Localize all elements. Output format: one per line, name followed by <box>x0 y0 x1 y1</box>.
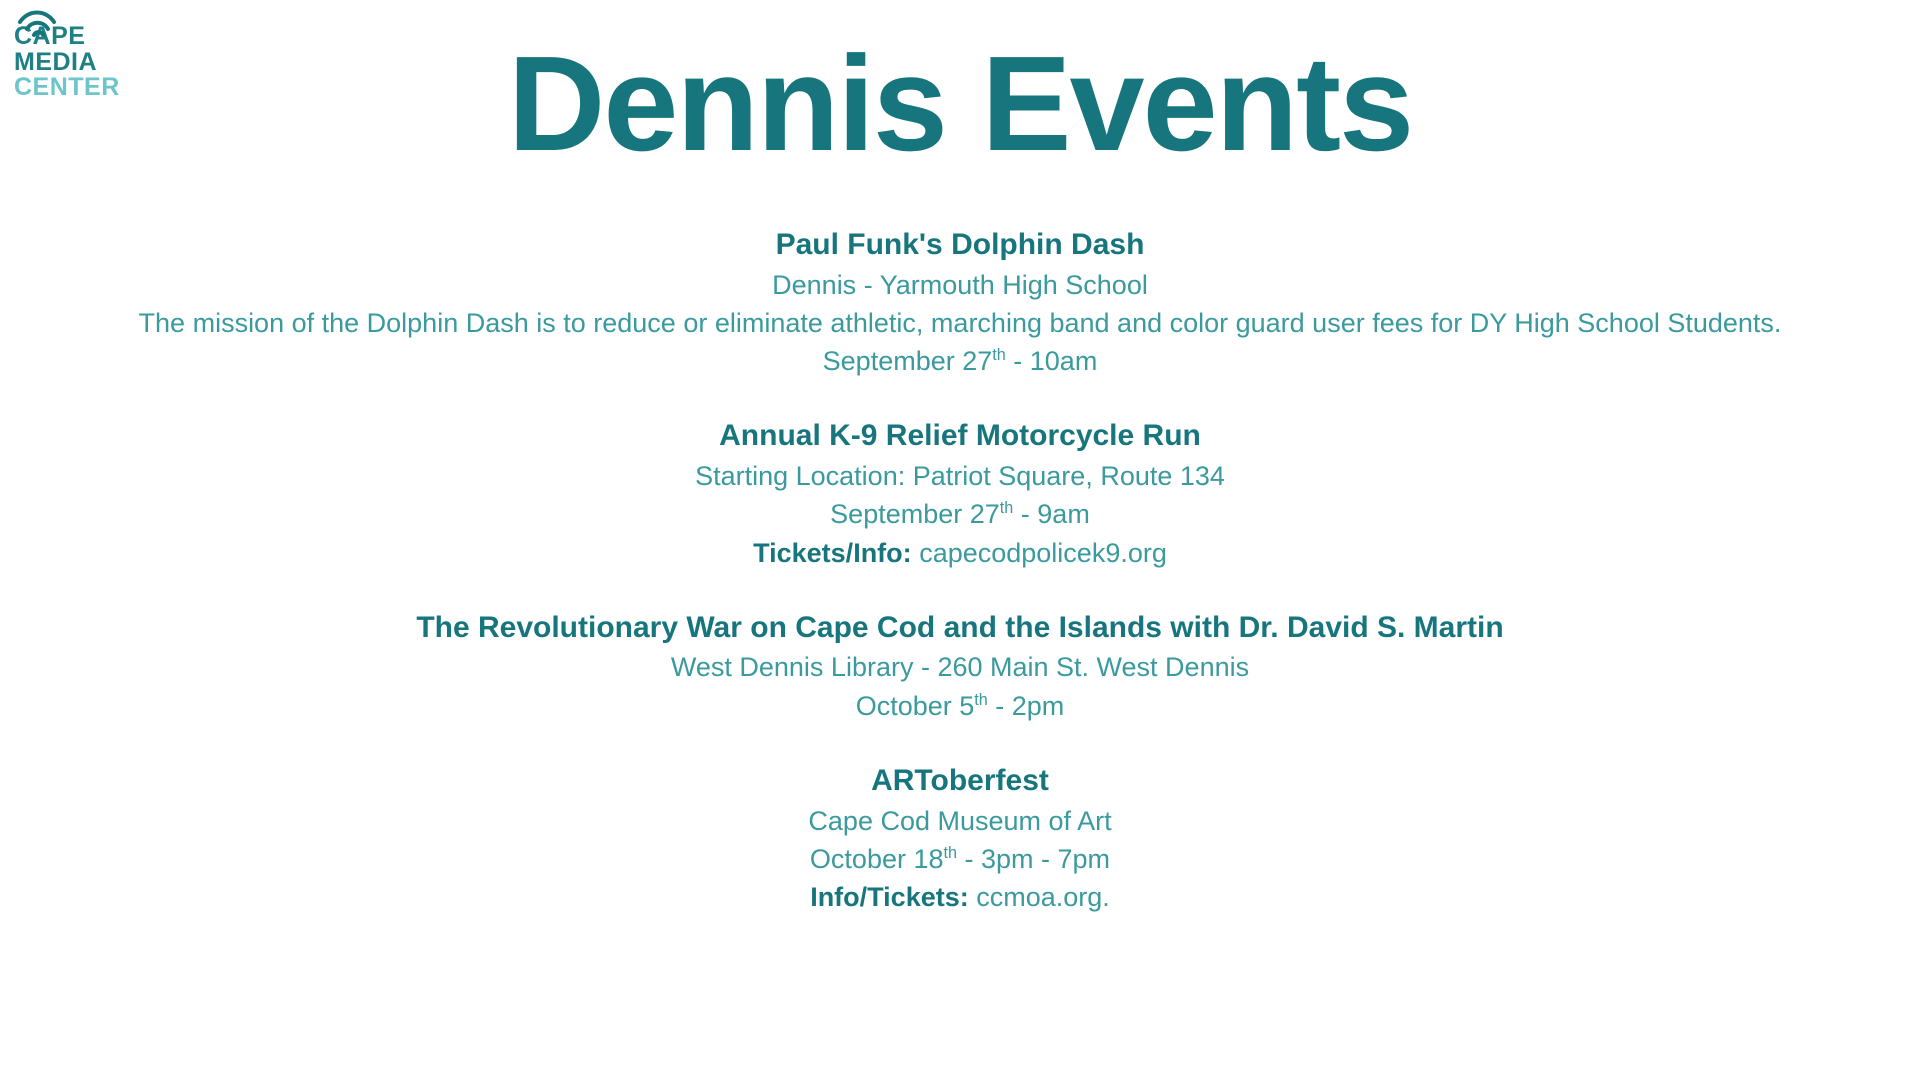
event-name: Annual K-9 Relief Motorcycle Run <box>719 419 1201 453</box>
logo-line-cape: CAPE <box>14 22 86 50</box>
event-date <box>0 687 1920 725</box>
event-date-sup: th <box>992 346 1006 365</box>
event-name: ARToberfest <box>871 764 1049 798</box>
events-list <box>0 225 1920 953</box>
event-date-prefix: September 27 <box>822 346 993 377</box>
event-info <box>0 534 1920 572</box>
event-date-prefix: October 18 <box>809 843 944 874</box>
event-date-sup: th <box>943 843 958 862</box>
logo-line-media: MEDIA <box>14 47 98 76</box>
event-location: West Dennis Library - 260 Main St. West Dennis <box>670 652 1250 683</box>
event-date-prefix: September 27 <box>830 499 1000 530</box>
list-item <box>0 608 1920 725</box>
event-info-value: ccmoa.org. <box>976 882 1110 913</box>
event-date-suffix: - 10am <box>1005 346 1098 377</box>
event-date <box>0 840 1920 878</box>
page-title: Dennis Events <box>507 28 1413 179</box>
logo-line-center: CENTER <box>14 73 120 101</box>
event-date-suffix: - 2pm <box>987 690 1065 721</box>
event-date-suffix: - 3pm - 7pm <box>957 843 1111 874</box>
event-name: The Revolutionary War on Cape Cod and the Islands with Dr. David S. Martin <box>416 610 1504 644</box>
event-date-sup: th <box>974 690 988 709</box>
event-date <box>0 342 1920 380</box>
event-date-suffix: - 9am <box>1013 499 1090 530</box>
list-item <box>0 761 1920 916</box>
event-date <box>0 495 1920 533</box>
event-date-sup: th <box>999 499 1014 518</box>
list-item <box>0 416 1920 571</box>
event-location: Dennis - Yarmouth High School <box>772 269 1148 300</box>
event-info-label: Tickets/Info: <box>753 537 912 568</box>
event-name: Paul Funk's Dolphin Dash <box>775 228 1145 261</box>
event-location: Cape Cod Museum of Art <box>808 805 1112 836</box>
event-info <box>0 878 1920 916</box>
event-date-prefix: October 5 <box>855 690 975 721</box>
event-info-value: capecodpolicek9.org <box>919 537 1167 568</box>
event-info-label: Info/Tickets: <box>810 882 969 913</box>
event-location: Starting Location: Patriot Square, Route 134 <box>695 460 1225 491</box>
list-item <box>0 225 1920 380</box>
event-description: The mission of the Dolphin Dash is to reduce or eliminate athletic, marching band and color guard user fees for DY High School Students. <box>138 307 1782 338</box>
